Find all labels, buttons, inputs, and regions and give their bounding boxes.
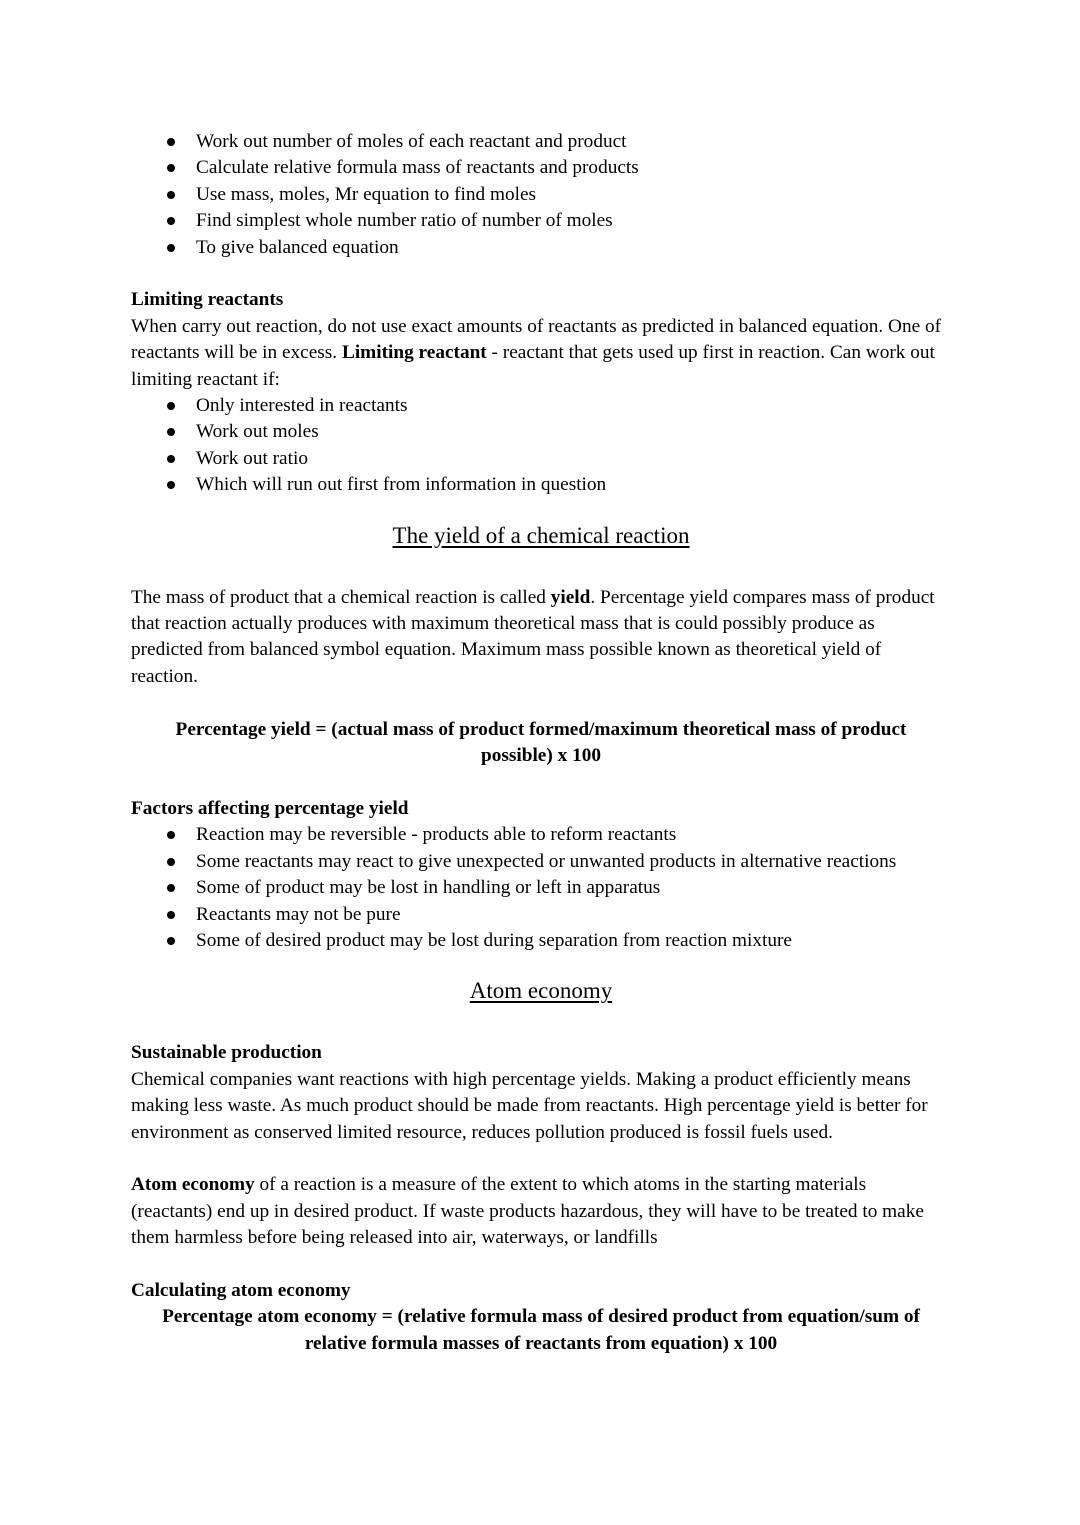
- yield-section-title: The yield of a chemical reaction: [392, 522, 690, 548]
- list-item: Some of desired product may be lost during separation from reaction mixture: [131, 928, 951, 954]
- atom-economy-formula: Percentage atom economy = (relative formula mass of desired product from equation/sum of relative formula masses of reactants from equation) x 100: [162, 1306, 920, 1354]
- bullet-icon: [167, 481, 175, 489]
- percentage-yield-formula: Percentage yield = (actual mass of product formed/maximum theoretical mass of product possible) x 100: [175, 718, 907, 767]
- sustainable-production-heading: Sustainable production: [131, 1042, 322, 1064]
- bullet-icon: [167, 911, 175, 919]
- document-page: [131, 129, 951, 1357]
- list-item: Calculate relative formula mass of reactants and products: [131, 155, 951, 181]
- limiting-reactants-list: [131, 393, 951, 499]
- list-item: Reaction may be reversible - products able to reform reactants: [131, 822, 951, 848]
- list-item: Work out number of moles of each reactant and product: [131, 129, 951, 155]
- factors-heading: Factors affecting percentage yield: [131, 797, 409, 819]
- bullet-icon: [167, 831, 175, 839]
- atom-economy-term: Atom economy: [131, 1174, 255, 1196]
- list-item: To give balanced equation: [131, 235, 951, 261]
- bullet-icon: [167, 884, 175, 892]
- calculating-atom-economy-heading: Calculating atom economy: [131, 1279, 351, 1301]
- sustainable-production-paragraph: Chemical companies want reactions with high percentage yields. Making a product efficiently means making less waste. As much product should be made from reactants. High percentage yield is better for environment as conserved limited resource, reduces pollution produced is fossil fuels used.: [131, 1068, 928, 1143]
- bullet-icon: [167, 138, 175, 146]
- limiting-reactants-heading: Limiting reactants: [131, 289, 284, 311]
- list-item: Some of product may be lost in handling or left in apparatus: [131, 875, 951, 901]
- bullet-icon: [167, 937, 175, 945]
- list-item: Work out moles: [131, 419, 951, 445]
- atom-economy-section-title: Atom economy: [469, 978, 613, 1004]
- bullet-icon: [167, 164, 175, 172]
- atom-economy-definition: Atom economy of a reaction is a measure of the extent to which atoms in the starting materials (reactants) end up in desired product. If waste products hazardous, they will have to be treated to make them harmless before being released into air, waterways, or landfills: [131, 1174, 924, 1249]
- list-item: Only interested in reactants: [131, 393, 951, 419]
- list-item: Use mass, moles, Mr equation to find moles: [131, 182, 951, 208]
- bullet-icon: [167, 858, 175, 866]
- bullet-icon: [167, 217, 175, 225]
- bullet-icon: [167, 191, 175, 199]
- intro-steps-list: [131, 129, 951, 261]
- bullet-icon: [167, 428, 175, 436]
- bullet-icon: [167, 402, 175, 410]
- factors-list: [131, 822, 951, 954]
- limiting-reactants-paragraph: When carry out reaction, do not use exact amounts of reactants as predicted in balanced equation. One of reactants will be in excess. Limiting reactant - reactant that gets used up first in reaction. Can work out limiting reactant if:: [131, 315, 942, 390]
- yield-paragraph: The mass of product that a chemical reaction is called yield. Percentage yield compares mass of product that reaction actually produces with maximum theoretical mass that is could possibly produce as predicted from balanced symbol equation. Maximum mass possible known as theoretical yield of reaction.: [131, 586, 935, 687]
- bullet-icon: [167, 455, 175, 463]
- limiting-reactant-term: Limiting reactant: [341, 342, 487, 364]
- bullet-icon: [167, 244, 175, 252]
- list-item: Find simplest whole number ratio of number of moles: [131, 208, 951, 234]
- list-item: Reactants may not be pure: [131, 902, 951, 928]
- list-item: Work out ratio: [131, 446, 951, 472]
- yield-term: yield: [550, 586, 591, 608]
- list-item: Which will run out first from information in question: [131, 472, 951, 498]
- list-item: Some reactants may react to give unexpected or unwanted products in alternative reactions: [131, 849, 951, 875]
